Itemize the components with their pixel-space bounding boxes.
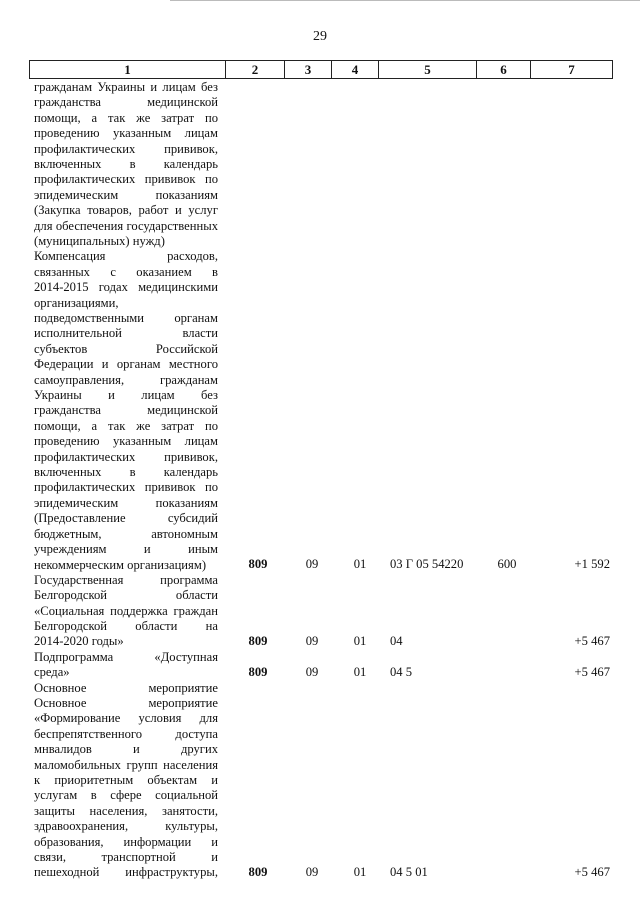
description-line: бюджетным, автономным: [34, 526, 218, 541]
description-line: Государственная программа: [34, 572, 218, 587]
description-line: Украины и лицам без: [34, 388, 218, 403]
target-article-cell: 04 5: [390, 665, 413, 680]
description-line: эпидемическим показаниям: [34, 495, 218, 510]
description-line: исполнительной власти: [34, 326, 218, 341]
description-line: профилактических прививок по: [34, 480, 218, 495]
section-code-cell: 09: [305, 557, 319, 572]
description-line: 2014-2020 годы»: [34, 634, 124, 649]
description-line: услугам в сфере социальной: [34, 788, 218, 803]
description-line: гражданам Украины и лицам без: [34, 80, 218, 94]
description-line: гражданства медицинской: [34, 95, 218, 110]
description-line: проведению указанным лицам: [34, 126, 218, 141]
expense-type-cell: 600: [497, 557, 517, 572]
target-article-cell: 03 Г 05 54220: [390, 557, 464, 572]
description-line: для обеспечения государственных: [34, 218, 218, 233]
description-line: Белгородской области на: [34, 619, 218, 634]
description-line: мнвалидов и других: [34, 742, 218, 757]
column-header-4: 4: [332, 61, 379, 79]
ministry-code-cell: 809: [248, 557, 268, 572]
ministry-code-cell: 809: [248, 634, 268, 649]
column-header-1: 1: [30, 61, 226, 79]
description-line: организациями,: [34, 295, 119, 310]
description-line: «Формирование условия для: [34, 711, 218, 726]
table-row: [0, 249, 640, 572]
description-line: 2014-2015 годах медицинскими: [34, 280, 218, 295]
column-header-5: 5: [379, 61, 477, 79]
subsection-code-cell: 01: [353, 634, 367, 649]
description-line: Белгородской области: [34, 588, 218, 603]
description-line: «Социальная поддержка граждан: [34, 603, 218, 618]
subsection-code-cell: 01: [353, 865, 367, 880]
row-description: [34, 650, 218, 681]
description-line: некоммерческим организациям): [34, 557, 207, 572]
row-description: [34, 573, 218, 650]
column-header-2: 2: [226, 61, 285, 79]
description-line: субъектов Российской: [34, 341, 218, 356]
description-line: (Предоставление субсидий: [34, 511, 218, 526]
description-line: Основное мероприятие: [34, 680, 218, 695]
description-line: здравоохранения, культуры,: [34, 819, 218, 834]
description-line: беспрепятственного доступа: [34, 726, 218, 741]
description-line: подведомственными органам: [34, 311, 218, 326]
description-line: проведению указанным лицам: [34, 434, 218, 449]
description-line: гражданства медицинской: [34, 403, 218, 418]
description-line: Компенсация расходов,: [34, 249, 218, 264]
column-header-7: 7: [531, 61, 613, 79]
section-code-cell: 09: [305, 865, 319, 880]
row-description: [34, 249, 218, 573]
row-description: [34, 80, 218, 249]
ministry-code-cell: 809: [248, 665, 268, 680]
description-line: образования, информации и: [34, 834, 218, 849]
scan-edge-line: [170, 0, 640, 1]
description-line: профилактических прививок,: [34, 141, 218, 156]
description-line: учреждениям и иным: [34, 542, 218, 557]
page-number: 29: [313, 29, 327, 44]
column-header-6: 6: [477, 61, 531, 79]
amount-change-cell: +5 467: [574, 634, 610, 649]
description-line: включенных в календарь: [34, 157, 218, 172]
table-row: [0, 650, 640, 681]
amount-change-cell: +5 467: [574, 665, 610, 680]
description-line: Подпрограмма «Доступная: [34, 649, 218, 664]
subsection-code-cell: 01: [353, 557, 367, 572]
description-line: связанных с оказанием в: [34, 264, 218, 279]
description-line: (Закупка товаров, работ и услуг: [34, 203, 218, 218]
section-code-cell: 09: [305, 634, 319, 649]
description-line: профилактических прививок,: [34, 449, 218, 464]
amount-change-cell: +1 592: [574, 557, 610, 572]
description-line: Основное мероприятие: [34, 696, 218, 710]
column-header-table: [29, 60, 613, 79]
description-line: помощи, а так же затрат по: [34, 110, 218, 125]
target-article-cell: 04: [390, 634, 403, 649]
description-line: маломобильных групп населения: [34, 757, 218, 772]
row-description: [34, 681, 218, 881]
section-code-cell: 09: [305, 665, 319, 680]
description-line: среда»: [34, 665, 70, 680]
subsection-code-cell: 01: [353, 665, 367, 680]
column-header-row: [30, 61, 613, 79]
target-article-cell: 04 5 01: [390, 865, 428, 880]
description-line: к приоритетным объектам и: [34, 773, 218, 788]
table-row: [0, 681, 640, 881]
description-line: помощи, а так же затрат по: [34, 418, 218, 433]
table-row: [0, 80, 640, 249]
description-line: защиты населения, занятости,: [34, 803, 218, 818]
column-header-3: 3: [285, 61, 332, 79]
description-line: профилактических прививок по: [34, 172, 218, 187]
description-line: включенных в календарь: [34, 465, 218, 480]
table-row: [0, 573, 640, 650]
description-line: самоуправления, гражданам: [34, 372, 218, 387]
description-line: Федерации и органам местного: [34, 357, 218, 372]
description-line: пешеходной инфраструктуры,: [34, 865, 218, 880]
description-line: (муниципальных) нужд): [34, 234, 165, 249]
ministry-code-cell: 809: [248, 865, 268, 880]
description-line: связи, транспортной и: [34, 850, 218, 865]
amount-change-cell: +5 467: [574, 865, 610, 880]
description-line: эпидемическим показаниям: [34, 187, 218, 202]
